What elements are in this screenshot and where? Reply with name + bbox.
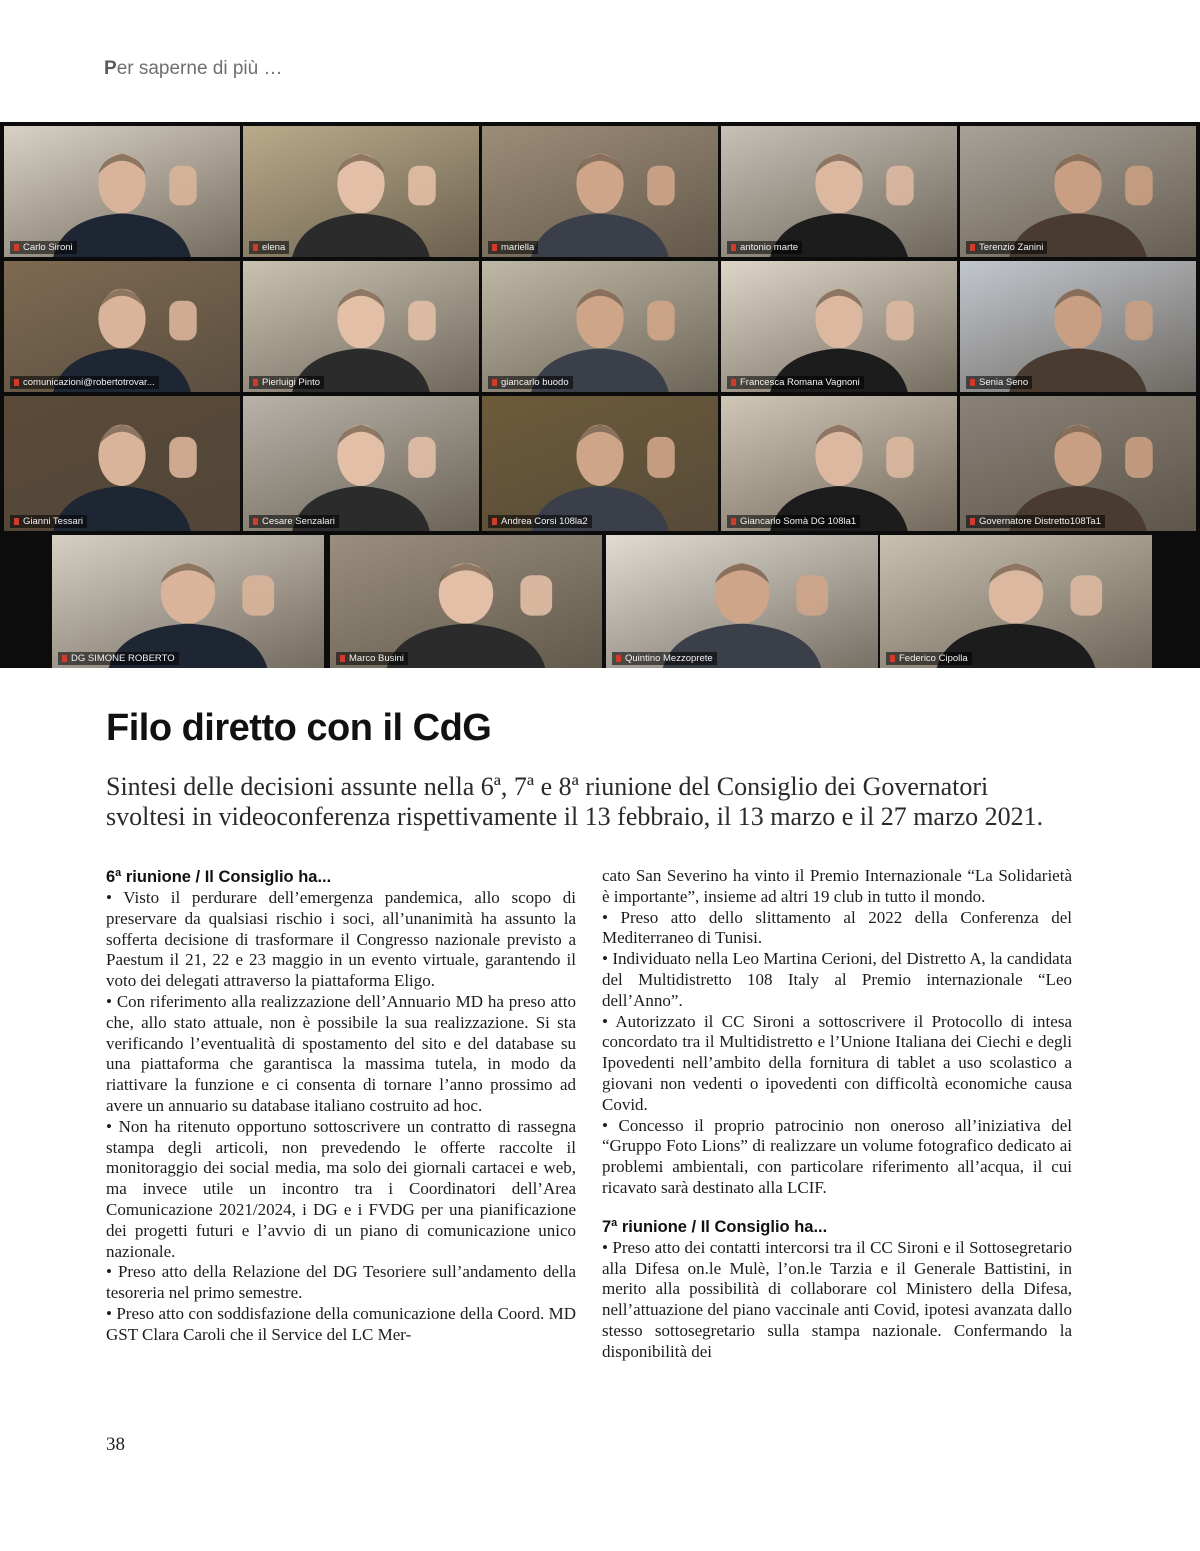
participant-tile: [4, 396, 240, 531]
participant-tile: [482, 126, 718, 257]
section-header: [104, 58, 283, 80]
participant-figure: [243, 126, 479, 257]
participant-tile: [721, 126, 957, 257]
participant-figure: [606, 535, 878, 668]
participant-tile: [243, 396, 479, 531]
participant-tile: [482, 396, 718, 531]
participant-name: elena: [249, 241, 289, 254]
participant-tile: [606, 535, 878, 668]
paragraph: • Con riferimento alla realizzazione dell’Annuario MD ha preso atto che, allo stato attuale, non è possibile la sua realizzazione. Si sta verificando l’eventualità di spostamento del sito e del database su una piattaforma che garantisca la massima tutela, in modo da riattivare la funzione e ci consenta di tornare l’anno prossimo ad avere un annuario su database italiano costruito ad hoc.: [106, 991, 576, 1115]
right-column: [602, 866, 1072, 1363]
participant-name: mariella: [488, 241, 538, 254]
article-subtitle: Sintesi delle decisioni assunte nella 6ª, 7ª e 8ª riunione del Consiglio dei Governatori svoltesi in videoconferenza rispettivamente il 13 febbraio, il 13 marzo e il 27 marzo 2021.: [106, 772, 1044, 831]
participant-tile: [243, 126, 479, 257]
participant-figure: [482, 126, 718, 257]
participant-name: DG SIMONE ROBERTO: [58, 652, 179, 665]
participant-figure: [4, 396, 240, 531]
participant-name: Gianni Tessari: [10, 515, 87, 528]
participant-tile: [243, 261, 479, 392]
participant-name: Quintino Mezzoprete: [612, 652, 717, 665]
participant-figure: [482, 261, 718, 392]
participant-name: Carlo Sironi: [10, 241, 77, 254]
participant-name: antonio marte: [727, 241, 802, 254]
paragraph: • Preso atto della Relazione del DG Tesoriere sull’andamento della tesoreria nel primo semestre.: [106, 1262, 576, 1303]
participant-figure: [721, 396, 957, 531]
participant-tile: [721, 396, 957, 531]
participant-figure: [482, 396, 718, 531]
participant-figure: [721, 126, 957, 257]
participant-figure: [4, 261, 240, 392]
participant-tile: [4, 261, 240, 392]
participant-name: Cesare Senzalari: [249, 515, 339, 528]
section-header-initial: P: [104, 58, 117, 79]
participant-figure: [960, 396, 1196, 531]
participant-figure: [721, 261, 957, 392]
participant-name: Giancarlo Somà DG 108la1: [727, 515, 860, 528]
participant-name: Senia Seno: [966, 376, 1032, 389]
participant-name: Terenzio Zanini: [966, 241, 1047, 254]
participant-figure: [960, 126, 1196, 257]
participant-tile: [330, 535, 602, 668]
participant-name: Francesca Romana Vagnoni: [727, 376, 864, 389]
paragraph: • Concesso il proprio patrocinio non oneroso all’iniziativa del “Gruppo Foto Lions” di realizzare un volume fotografico dedicato ai problemi ambientali, con particolare riferimento all’acqua, il cui ricavato sarà destinato alla LCIF.: [602, 1115, 1072, 1197]
participant-figure: [880, 535, 1152, 668]
participant-name: Governatore Distretto108Ta1: [966, 515, 1105, 528]
participant-tile: [4, 126, 240, 257]
participant-figure: [330, 535, 602, 668]
paragraph: • Preso atto dello slittamento al 2022 della Conferenza del Mediterraneo di Tunisi.: [602, 907, 1072, 948]
page-number: 38: [106, 1434, 125, 1455]
paragraph: • Preso atto dei contatti intercorsi tra il CC Sironi e il Sottosegretario alla Difesa on.le Mulè, l’on.le Tarzia e il Generale Battistini, in merito alla possibilità di collaborare col Ministero della Difesa, nell’attuazione del piano vaccinale anti Covid, ipotesi avanzata dallo stesso sottosegretario sulla stampa nazionale. Confermando la disponibilità dei: [602, 1237, 1072, 1361]
participant-tile: [721, 261, 957, 392]
participant-tile: [52, 535, 324, 668]
participant-name: Federico Cipolla: [886, 652, 972, 665]
participant-name: Pierluigi Pinto: [249, 376, 324, 389]
paragraph: • Visto il perdurare dell’emergenza pandemica, allo scopo di preservare da qualsiasi rischio i soci, all’unanimità ha assunto la sofferta decisione di trasformare il Congresso nazionale previsto a Paestum il 21, 22 e 23 maggio in un evento virtuale, garantendo il voto dei delegati attraverso la piattaforma Eligo.: [106, 888, 576, 991]
participant-tile: [960, 396, 1196, 531]
participant-tile: [482, 261, 718, 392]
participant-figure: [960, 261, 1196, 392]
participant-name: Andrea Corsi 108la2: [488, 515, 592, 528]
participant-tile: [960, 126, 1196, 257]
paragraph: • Preso atto con soddisfazione della comunicazione della Coord. MD GST Clara Caroli che il Service del LC Mer-: [106, 1303, 576, 1344]
article-title: Filo diretto con il CdG: [106, 707, 492, 749]
participant-figure: [243, 396, 479, 531]
participant-tile: [960, 261, 1196, 392]
section-header-text: er saperne di più …: [116, 58, 283, 79]
participant-figure: [243, 261, 479, 392]
participant-name: comunicazioni@robertotrovar...: [10, 376, 159, 389]
videoconference-photo: [0, 122, 1200, 668]
left-column: [106, 866, 576, 1346]
paragraph: • Autorizzato il CC Sironi a sottoscrivere il Protocollo di intesa concordato tra il Multidistretto e l’Unione Italiana dei Ciechi e degli Ipovedenti nell’ambito della fornitura di tablet a uso scolastico a giovani non vedenti o ipovedenti con difficoltà economiche causa Covid.: [602, 1011, 1072, 1114]
paragraph: • Individuato nella Leo Martina Cerioni, del Distretto A, la candidata del Multidistretto 108 Italy al Premio internazionale “Leo dell’Anno”.: [602, 949, 1072, 1010]
section-heading-6: 6ª riunione / Il Consiglio ha...: [106, 868, 332, 886]
section-heading-7: 7ª riunione / Il Consiglio ha...: [602, 1217, 828, 1236]
paragraph: cato San Severino ha vinto il Premio Internazionale “La Solidarietà è importante”, insieme ad altri 19 club in tutto il mondo.: [602, 866, 1072, 906]
participant-figure: [4, 126, 240, 257]
participant-figure: [52, 535, 324, 668]
participant-name: giancarlo buodo: [488, 376, 573, 389]
participant-name: Marco Busini: [336, 652, 408, 665]
paragraph: • Non ha ritenuto opportuno sottoscrivere un contratto di rassegna stampa degli articoli, non prevedendo le offerte raccolte il monitoraggio dei social media, ma solo dei giornali cartacei e web, ma invece utile un incontro tra i Coordinatori dell’Area Comunicazione 2021/2024, i DG e i FVDG per una pianificazione dei progetti futuri e l’avvio di un piano di comunicazione unico nazionale.: [106, 1116, 576, 1261]
participant-tile: [880, 535, 1152, 668]
